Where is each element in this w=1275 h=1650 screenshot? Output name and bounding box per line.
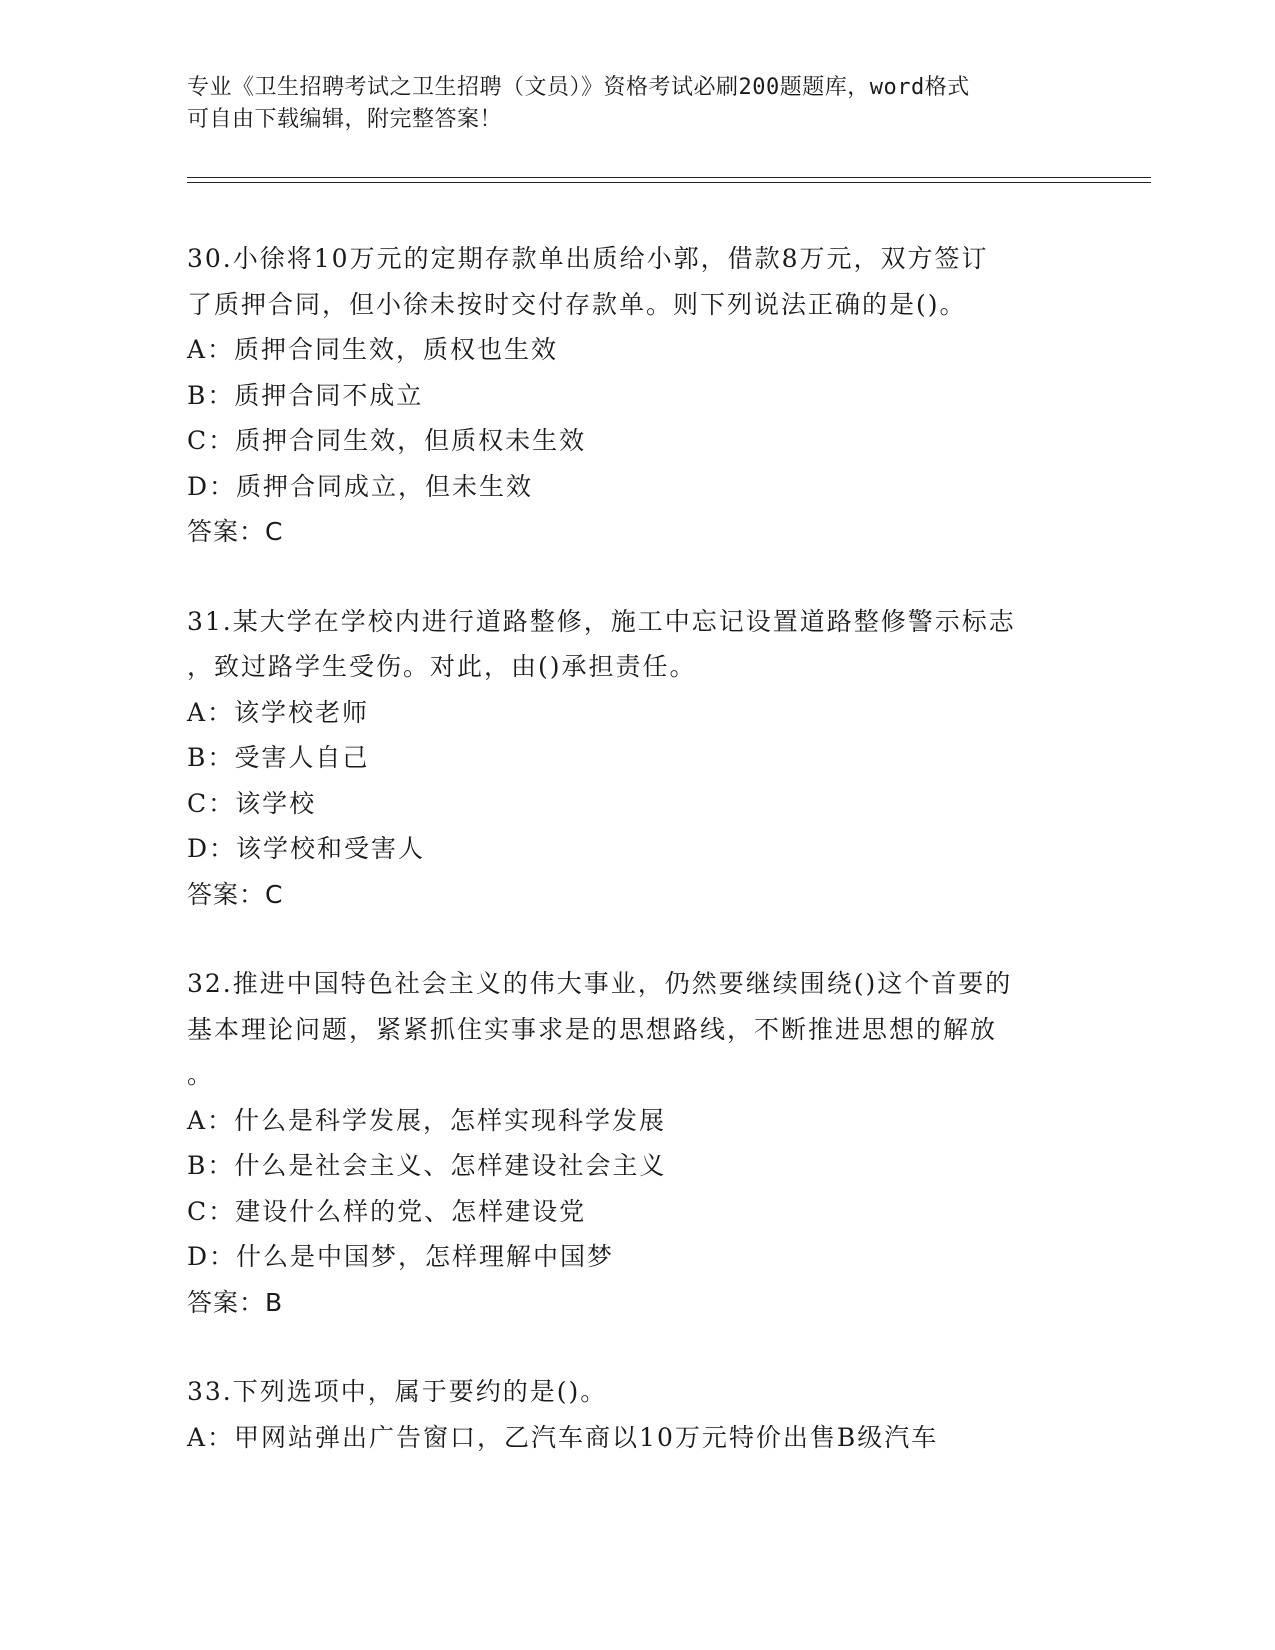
header-divider-bottom xyxy=(187,182,1151,183)
question-31 xyxy=(187,599,1087,918)
header-divider-top xyxy=(187,177,1151,178)
question-stem-line: 30.小徐将10万元的定期存款单出质给小郭，借款8万元，双方签订 xyxy=(187,244,989,273)
answer-line: 答案：C xyxy=(187,879,284,909)
question-stem-line: 33.下列选项中，属于要约的是()。 xyxy=(187,1377,608,1406)
question-32 xyxy=(187,961,1087,1325)
option-d: D：质押合同成立，但未生效 xyxy=(187,471,534,501)
option-a: A：甲网站弹出广告窗口，乙汽车商以10万元特价出售B级汽车 xyxy=(187,1422,939,1452)
option-c: C：该学校 xyxy=(187,788,317,818)
question-stem-line: 了质押合同，但小徐未按时交付存款单。则下列说法正确的是()。 xyxy=(187,289,967,319)
header-line-1: 专业《卫生招聘考试之卫生招聘（文员）》资格考试必刷200题题库，word格式 xyxy=(187,75,970,100)
option-a: A：该学校老师 xyxy=(187,697,370,727)
question-stem-line: ，致过路学生受伤。对此，由()承担责任。 xyxy=(187,652,697,681)
option-d: D：什么是中国梦，怎样理解中国梦 xyxy=(187,1242,615,1271)
option-d: D：该学校和受害人 xyxy=(187,834,426,863)
question-33 xyxy=(187,1369,1087,1460)
question-stem-line: 。 xyxy=(187,1060,215,1089)
option-a: A：什么是科学发展，怎样实现科学发展 xyxy=(187,1105,667,1135)
document-header xyxy=(187,72,1087,136)
option-b: B：质押合同不成立 xyxy=(187,380,424,410)
question-stem-line: 32.推进中国特色社会主义的伟大事业，仍然要继续围绕()这个首要的 xyxy=(187,969,1013,998)
header-line-2: 可自由下载编辑，附完整答案！ xyxy=(187,107,503,132)
option-b: B：什么是社会主义、怎样建设社会主义 xyxy=(187,1151,667,1180)
option-a: A：质押合同生效，质权也生效 xyxy=(187,335,559,364)
answer-line: 答案：B xyxy=(187,1287,284,1317)
question-30 xyxy=(187,236,1087,555)
question-stem-line: 基本理论问题，紧紧抓住实事求是的思想路线，不断推进思想的解放 xyxy=(187,1014,998,1044)
option-b: B：受害人自己 xyxy=(187,743,370,772)
option-c: C：建设什么样的党、怎样建设党 xyxy=(187,1196,587,1226)
option-c: C：质押合同生效，但质权未生效 xyxy=(187,426,587,455)
question-stem-line: 31.某大学在学校内进行道路整修，施工中忘记设置道路整修警示标志 xyxy=(187,606,1016,636)
question-list xyxy=(187,236,1087,1504)
answer-line: 答案：C xyxy=(187,517,284,546)
